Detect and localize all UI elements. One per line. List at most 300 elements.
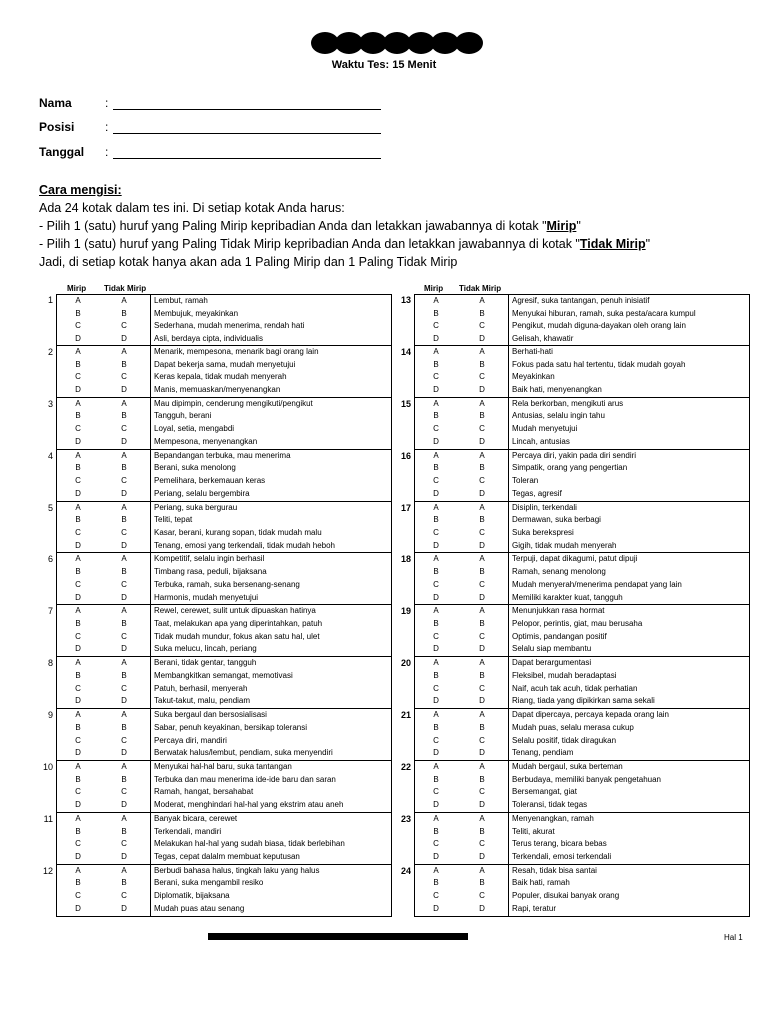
tidak-mirip-choice[interactable]: C <box>479 787 485 797</box>
tidak-mirip-choice[interactable]: A <box>121 450 127 460</box>
tidak-mirip-choice[interactable]: A <box>479 813 485 823</box>
tidak-mirip-choice[interactable]: A <box>479 398 485 408</box>
mirip-choice[interactable]: A <box>433 762 439 772</box>
mirip-choice[interactable]: B <box>75 515 81 525</box>
option-description: Percaya diri, yakin pada diri sendiri <box>512 450 637 460</box>
tidak-mirip-choice[interactable]: C <box>479 735 485 745</box>
question-number: 19 <box>400 606 411 617</box>
option-row <box>415 903 749 916</box>
mirip-choice[interactable]: D <box>433 800 439 810</box>
tidak-mirip-choice[interactable]: B <box>479 359 485 369</box>
tidak-mirip-choice[interactable]: D <box>121 436 127 446</box>
tidak-mirip-choice[interactable]: A <box>121 865 127 875</box>
mirip-choice[interactable]: C <box>433 891 439 901</box>
question-number: 11 <box>43 813 53 824</box>
mirip-choice[interactable]: A <box>75 658 81 668</box>
option-description: Tenang, emosi yang terkendali, tidak mudah heboh <box>154 540 336 550</box>
date-line[interactable] <box>113 158 381 159</box>
mirip-choice[interactable]: A <box>433 813 439 823</box>
option-row <box>415 877 749 890</box>
mirip-choice[interactable]: C <box>75 631 81 641</box>
mirip-choice[interactable]: A <box>433 502 439 512</box>
option-description: Tegas, agresif <box>512 488 562 498</box>
option-row <box>415 722 749 735</box>
tidak-mirip-choice[interactable]: C <box>121 891 127 901</box>
option-description: Timbang rasa, peduli, bijaksana <box>154 567 267 577</box>
mirip-choice[interactable]: C <box>433 631 439 641</box>
tidak-mirip-choice[interactable]: D <box>121 384 127 394</box>
option-description: Sabar, penuh keyakinan, bersikap toleransi <box>154 722 307 732</box>
tidak-mirip-choice[interactable]: B <box>121 619 127 629</box>
option-row <box>415 592 749 605</box>
tidak-mirip-choice[interactable]: A <box>479 606 485 616</box>
question-box <box>56 761 392 813</box>
tidak-mirip-choice[interactable]: B <box>479 722 485 732</box>
option-row <box>57 566 391 579</box>
mirip-choice[interactable]: D <box>433 540 439 550</box>
question-number: 16 <box>400 450 411 461</box>
mirip-choice[interactable]: A <box>75 710 81 720</box>
mirip-choice[interactable]: D <box>75 592 81 602</box>
mirip-choice[interactable]: D <box>433 384 439 394</box>
option-row <box>415 359 749 372</box>
option-row <box>415 761 749 774</box>
mirip-choice[interactable]: A <box>433 658 439 668</box>
tidak-mirip-choice[interactable]: B <box>479 463 485 473</box>
option-row <box>57 903 391 916</box>
option-description: Tenang, pendiam <box>512 748 574 758</box>
mirip-choice[interactable]: A <box>433 554 439 564</box>
question-box <box>414 605 750 657</box>
tidak-mirip-choice[interactable]: C <box>479 631 485 641</box>
tidak-mirip-choice[interactable]: A <box>121 606 127 616</box>
tidak-mirip-choice[interactable]: C <box>479 372 485 382</box>
question-box <box>414 709 750 761</box>
tidak-mirip-choice[interactable]: A <box>121 813 127 823</box>
mirip-choice[interactable]: C <box>433 579 439 589</box>
mirip-choice[interactable]: C <box>75 891 81 901</box>
mirip-choice[interactable]: D <box>75 852 81 861</box>
mirip-choice[interactable]: C <box>433 424 439 434</box>
tidak-mirip-choice[interactable]: C <box>479 527 485 537</box>
mirip-choice[interactable]: D <box>75 436 81 446</box>
tidak-mirip-choice[interactable]: D <box>121 488 127 498</box>
mirip-choice[interactable]: C <box>75 735 81 745</box>
tidak-mirip-choice[interactable]: B <box>121 308 127 318</box>
mirip-choice[interactable]: B <box>75 308 81 318</box>
tidak-mirip-choice[interactable]: B <box>479 878 485 888</box>
mirip-choice[interactable]: D <box>75 696 81 706</box>
mirip-choice[interactable]: C <box>433 527 439 537</box>
tidak-mirip-choice[interactable]: C <box>121 787 127 797</box>
mirip-choice[interactable]: D <box>75 644 81 654</box>
tidak-mirip-choice[interactable]: C <box>479 891 485 901</box>
question-block <box>391 294 751 346</box>
mirip-choice[interactable]: B <box>75 722 81 732</box>
mirip-choice[interactable]: D <box>75 800 81 810</box>
option-description: Tidak mudah mundur, fokus akan satu hal, ulet <box>154 631 320 641</box>
mirip-choice[interactable]: A <box>75 398 81 408</box>
tidak-mirip-choice[interactable]: D <box>479 644 485 654</box>
tidak-mirip-choice[interactable]: B <box>121 359 127 369</box>
tidak-mirip-choice[interactable]: B <box>479 567 485 577</box>
tidak-mirip-choice[interactable]: C <box>479 839 485 849</box>
tidak-mirip-choice[interactable]: D <box>121 334 127 344</box>
test-duration: Waktu Tes: 15 Menit <box>331 59 437 71</box>
option-row <box>57 774 391 787</box>
option-row <box>57 553 391 566</box>
mirip-choice[interactable]: C <box>75 683 81 693</box>
option-description: Dermawan, suka berbagi <box>512 515 601 525</box>
option-description: Tangguh, berani <box>154 411 212 421</box>
option-row <box>415 786 749 799</box>
option-row <box>57 695 391 708</box>
question-number: 12 <box>42 865 53 876</box>
option-description: Memiliki karakter kuat, tangguh <box>512 592 623 602</box>
option-description: Resah, tidak bisa santai <box>512 865 597 875</box>
tidak-mirip-choice[interactable]: A <box>479 554 485 564</box>
mirip-choice[interactable]: B <box>433 774 439 784</box>
tidak-mirip-choice[interactable]: B <box>479 774 485 784</box>
option-row <box>415 514 749 527</box>
question-box <box>56 398 392 450</box>
name-line[interactable] <box>113 109 381 110</box>
tidak-mirip-choice[interactable]: B <box>121 774 127 784</box>
tidak-mirip-choice[interactable]: B <box>479 619 485 629</box>
mirip-choice[interactable]: D <box>433 592 439 602</box>
option-description: Simpatik, orang yang pengertian <box>512 463 628 473</box>
tidak-mirip-choice[interactable]: C <box>479 321 485 331</box>
tidak-mirip-choice[interactable]: D <box>121 903 127 913</box>
mirip-choice[interactable]: C <box>433 321 439 331</box>
tidak-mirip-choice[interactable]: B <box>121 878 127 888</box>
tidak-mirip-choice[interactable]: A <box>479 762 485 772</box>
mirip-choice[interactable]: B <box>75 463 81 473</box>
tidak-mirip-choice[interactable]: A <box>121 658 127 668</box>
option-description: Harmonis, mudah menyetujui <box>154 592 259 602</box>
option-description: Dapat berargumentasi <box>512 658 592 668</box>
tidak-mirip-choice[interactable]: A <box>479 346 485 356</box>
option-row <box>415 605 749 618</box>
option-row <box>415 410 749 423</box>
mirip-choice[interactable]: A <box>75 296 81 305</box>
tidak-mirip-choice[interactable]: A <box>121 554 127 564</box>
tidak-mirip-choice[interactable]: D <box>479 852 485 861</box>
mirip-choice[interactable]: C <box>75 372 81 382</box>
option-description: Toleransi, tidak tegas <box>512 800 588 810</box>
tidak-mirip-choice[interactable]: A <box>479 865 485 875</box>
question-block <box>33 553 393 605</box>
question-box <box>414 761 750 813</box>
tidak-mirip-choice[interactable]: D <box>479 436 485 446</box>
tidak-mirip-choice[interactable]: A <box>121 710 127 720</box>
mirip-choice[interactable]: B <box>75 670 81 680</box>
mirip-choice[interactable]: D <box>433 903 439 913</box>
position-line[interactable] <box>113 133 381 134</box>
mirip-choice[interactable]: A <box>75 762 81 772</box>
question-number: 3 <box>47 398 53 409</box>
option-description: Mempesona, menyenangkan <box>154 436 258 446</box>
mirip-choice[interactable]: D <box>75 748 81 758</box>
option-description: Diplomatik, bijaksana <box>154 891 230 901</box>
tidak-mirip-choice[interactable]: A <box>479 710 485 720</box>
option-description: Terbuka, ramah, suka bersenang-senang <box>154 579 300 589</box>
question-number: 22 <box>400 762 411 773</box>
tidak-mirip-choice[interactable]: D <box>479 334 485 344</box>
option-description: Baik hati, ramah <box>512 878 570 888</box>
tidak-mirip-choice[interactable]: B <box>121 670 127 680</box>
mirip-choice[interactable]: A <box>433 450 439 460</box>
mirip-choice[interactable]: B <box>433 619 439 629</box>
mirip-choice[interactable]: D <box>433 852 439 861</box>
option-row <box>57 643 391 656</box>
mirip-choice[interactable]: A <box>75 606 81 616</box>
tidak-mirip-choice[interactable]: B <box>479 411 485 421</box>
option-row <box>415 553 749 566</box>
tidak-mirip-choice[interactable]: D <box>121 748 127 758</box>
tidak-mirip-choice[interactable]: C <box>121 631 127 641</box>
option-description: Tegas, cepat dalalm membuat keputusan <box>154 852 300 861</box>
tidak-mirip-choice[interactable]: D <box>479 903 485 913</box>
tidak-mirip-choice[interactable]: C <box>479 476 485 486</box>
tidak-mirip-choice[interactable]: B <box>479 308 485 318</box>
option-row <box>57 475 391 488</box>
option-row <box>415 735 749 748</box>
mirip-choice[interactable]: B <box>75 774 81 784</box>
mirip-choice[interactable]: B <box>75 359 81 369</box>
option-description: Bepandangan terbuka, mau menerima <box>154 450 291 460</box>
question-box <box>56 553 392 605</box>
option-row <box>415 851 749 864</box>
option-row <box>57 371 391 384</box>
mirip-choice[interactable]: C <box>75 424 81 434</box>
mirip-choice[interactable]: D <box>433 436 439 446</box>
mirip-choice[interactable]: B <box>433 463 439 473</box>
mirip-choice[interactable]: B <box>75 619 81 629</box>
mirip-choice[interactable]: B <box>75 567 81 577</box>
mirip-choice[interactable]: B <box>75 826 81 836</box>
tidak-mirip-choice[interactable]: B <box>121 515 127 525</box>
mirip-choice[interactable]: D <box>75 903 81 913</box>
question-block <box>391 813 751 865</box>
mirip-choice[interactable]: A <box>433 865 439 875</box>
mirip-choice[interactable]: B <box>75 878 81 888</box>
question-box <box>56 813 392 865</box>
tidak-mirip-choice[interactable]: B <box>121 826 127 836</box>
mirip-choice[interactable]: C <box>75 839 81 849</box>
logo <box>311 32 483 54</box>
option-row <box>57 450 391 463</box>
option-row <box>415 670 749 683</box>
tidak-mirip-choice[interactable]: C <box>121 839 127 849</box>
mirip-choice[interactable]: C <box>433 839 439 849</box>
option-description: Berani, tidak gentar, tangguh <box>154 658 257 668</box>
tidak-mirip-choice[interactable]: B <box>479 826 485 836</box>
tidak-mirip-choice[interactable]: A <box>121 398 127 408</box>
tidak-mirip-choice[interactable]: B <box>479 670 485 680</box>
mirip-choice[interactable]: C <box>75 787 81 797</box>
instructions-line: Jadi, di setiap kotak hanya akan ada 1 Paling Mirip dan 1 Paling Tidak Mirip <box>39 255 458 269</box>
option-row <box>415 618 749 631</box>
tidak-mirip-choice[interactable]: C <box>121 424 127 434</box>
tidak-mirip-choice[interactable]: C <box>121 527 127 537</box>
question-box <box>414 450 750 502</box>
option-row <box>57 320 391 333</box>
mirip-choice[interactable]: C <box>75 476 81 486</box>
tidak-mirip-choice[interactable]: C <box>479 683 485 693</box>
option-description: Menyukai hiburan, ramah, suka pesta/acara kumpul <box>512 308 696 318</box>
mirip-choice[interactable]: D <box>433 696 439 706</box>
option-description: Mudah menyetujui <box>512 424 578 434</box>
tidak-mirip-choice[interactable]: D <box>479 748 485 758</box>
mirip-choice[interactable]: B <box>433 567 439 577</box>
tidak-mirip-choice[interactable]: D <box>121 852 127 861</box>
option-row <box>415 502 749 515</box>
tidak-mirip-choice[interactable]: A <box>121 346 127 356</box>
option-description: Menunjukkan rasa hormat <box>512 606 605 616</box>
option-row <box>415 371 749 384</box>
mirip-choice[interactable]: C <box>433 476 439 486</box>
mirip-choice[interactable]: A <box>75 502 81 512</box>
mirip-choice[interactable]: B <box>75 411 81 421</box>
option-description: Berbudaya, memiliki banyak pengetahuan <box>512 774 661 784</box>
footer-redaction-bar <box>208 933 468 940</box>
tidak-mirip-choice[interactable]: D <box>121 696 127 706</box>
option-row <box>415 865 749 878</box>
mirip-choice[interactable]: C <box>433 372 439 382</box>
tidak-mirip-choice[interactable]: A <box>121 502 127 512</box>
option-row <box>415 657 749 670</box>
tidak-mirip-choice[interactable]: B <box>479 515 485 525</box>
mirip-choice[interactable]: D <box>433 334 439 344</box>
tidak-mirip-choice[interactable]: D <box>121 540 127 550</box>
tidak-mirip-choice[interactable]: D <box>121 644 127 654</box>
tidak-mirip-choice[interactable]: C <box>479 424 485 434</box>
tidak-mirip-choice[interactable]: A <box>479 658 485 668</box>
question-number: 4 <box>47 450 53 461</box>
mirip-choice[interactable]: C <box>75 579 81 589</box>
question-block <box>33 865 393 917</box>
tidak-mirip-choice[interactable]: C <box>121 735 127 745</box>
question-number: 20 <box>400 658 411 669</box>
question-box <box>414 865 750 917</box>
option-row <box>415 398 749 411</box>
mirip-choice[interactable]: A <box>75 450 81 460</box>
tidak-mirip-choice[interactable]: D <box>479 800 485 810</box>
mirip-choice[interactable]: C <box>75 321 81 331</box>
mirip-choice[interactable]: B <box>433 359 439 369</box>
mirip-choice[interactable]: D <box>433 644 439 654</box>
tidak-mirip-choice[interactable]: C <box>121 579 127 589</box>
mirip-choice[interactable]: B <box>433 515 439 525</box>
column-header-mirip: Mirip <box>424 284 444 293</box>
option-description: Berbudi bahasa halus, tingkah laku yang halus <box>154 865 320 875</box>
question-box <box>414 813 750 865</box>
option-description: Suka melucu, lincah, periang <box>154 644 257 654</box>
tidak-mirip-choice[interactable]: C <box>121 372 127 382</box>
option-row <box>57 488 391 501</box>
tidak-mirip-choice[interactable]: B <box>121 567 127 577</box>
mirip-choice[interactable]: A <box>75 554 81 564</box>
mirip-choice[interactable]: A <box>75 865 81 875</box>
tidak-mirip-choice[interactable]: B <box>121 411 127 421</box>
tidak-mirip-choice[interactable]: A <box>479 296 485 305</box>
mirip-choice[interactable]: C <box>433 683 439 693</box>
option-row <box>415 566 749 579</box>
option-description: Fokus pada satu hal tertentu, tidak mudah goyah <box>512 359 686 369</box>
tidak-mirip-choice[interactable]: D <box>479 540 485 550</box>
question-box <box>56 450 392 502</box>
mirip-choice[interactable]: A <box>433 398 439 408</box>
mirip-choice[interactable]: D <box>75 488 81 498</box>
question-box <box>56 605 392 657</box>
tidak-mirip-choice[interactable]: D <box>479 696 485 706</box>
tidak-mirip-choice[interactable]: A <box>121 296 127 305</box>
mirip-choice[interactable]: C <box>433 735 439 745</box>
tidak-mirip-choice[interactable]: B <box>121 463 127 473</box>
tidak-mirip-choice[interactable]: D <box>121 800 127 810</box>
question-number: 8 <box>47 658 53 669</box>
mirip-choice[interactable]: B <box>433 670 439 680</box>
option-row <box>57 295 391 308</box>
question-block <box>33 709 393 761</box>
mirip-choice[interactable]: D <box>75 540 81 550</box>
tidak-mirip-choice[interactable]: D <box>479 488 485 498</box>
mirip-choice[interactable]: C <box>75 527 81 537</box>
option-description: Periang, suka bergurau <box>154 502 238 512</box>
mirip-choice[interactable]: B <box>433 308 439 318</box>
tidak-mirip-choice[interactable]: C <box>121 321 127 331</box>
mirip-choice[interactable]: B <box>433 878 439 888</box>
option-row <box>415 488 749 501</box>
mirip-choice[interactable]: A <box>75 346 81 356</box>
tidak-mirip-choice[interactable]: B <box>121 722 127 732</box>
option-row <box>57 683 391 696</box>
tidak-mirip-choice[interactable]: D <box>479 384 485 394</box>
tidak-mirip-choice[interactable]: C <box>121 683 127 693</box>
mirip-choice[interactable]: D <box>75 384 81 394</box>
mirip-choice[interactable]: D <box>433 488 439 498</box>
mirip-choice[interactable]: A <box>433 606 439 616</box>
question-block <box>391 605 751 657</box>
mirip-choice[interactable]: A <box>433 296 439 305</box>
instructions-heading: Cara mengisi: <box>39 183 122 197</box>
tidak-mirip-choice[interactable]: D <box>121 592 127 602</box>
option-row <box>57 877 391 890</box>
mirip-choice[interactable]: A <box>75 813 81 823</box>
option-row <box>415 295 749 308</box>
mirip-choice[interactable]: C <box>433 787 439 797</box>
mirip-choice[interactable]: B <box>433 722 439 732</box>
mirip-choice[interactable]: D <box>433 748 439 758</box>
tidak-mirip-choice[interactable]: D <box>479 592 485 602</box>
mirip-choice[interactable]: A <box>433 710 439 720</box>
option-row <box>57 813 391 826</box>
mirip-choice[interactable]: B <box>433 411 439 421</box>
mirip-choice[interactable]: B <box>433 826 439 836</box>
tidak-mirip-choice[interactable]: C <box>121 476 127 486</box>
tidak-mirip-choice[interactable]: A <box>121 762 127 772</box>
tidak-mirip-choice[interactable]: A <box>479 450 485 460</box>
question-number: 7 <box>47 606 53 617</box>
option-description: Mau dipimpin, cenderung mengikuti/pengikut <box>154 398 313 408</box>
mirip-choice[interactable]: A <box>433 346 439 356</box>
option-description: Pengikut, mudah diguna-dayakan oleh orang lain <box>512 321 686 331</box>
mirip-choice[interactable]: D <box>75 334 81 344</box>
tidak-mirip-choice[interactable]: C <box>479 579 485 589</box>
tidak-mirip-choice[interactable]: A <box>479 502 485 512</box>
option-description: Takut-takut, malu, pendiam <box>154 696 251 706</box>
